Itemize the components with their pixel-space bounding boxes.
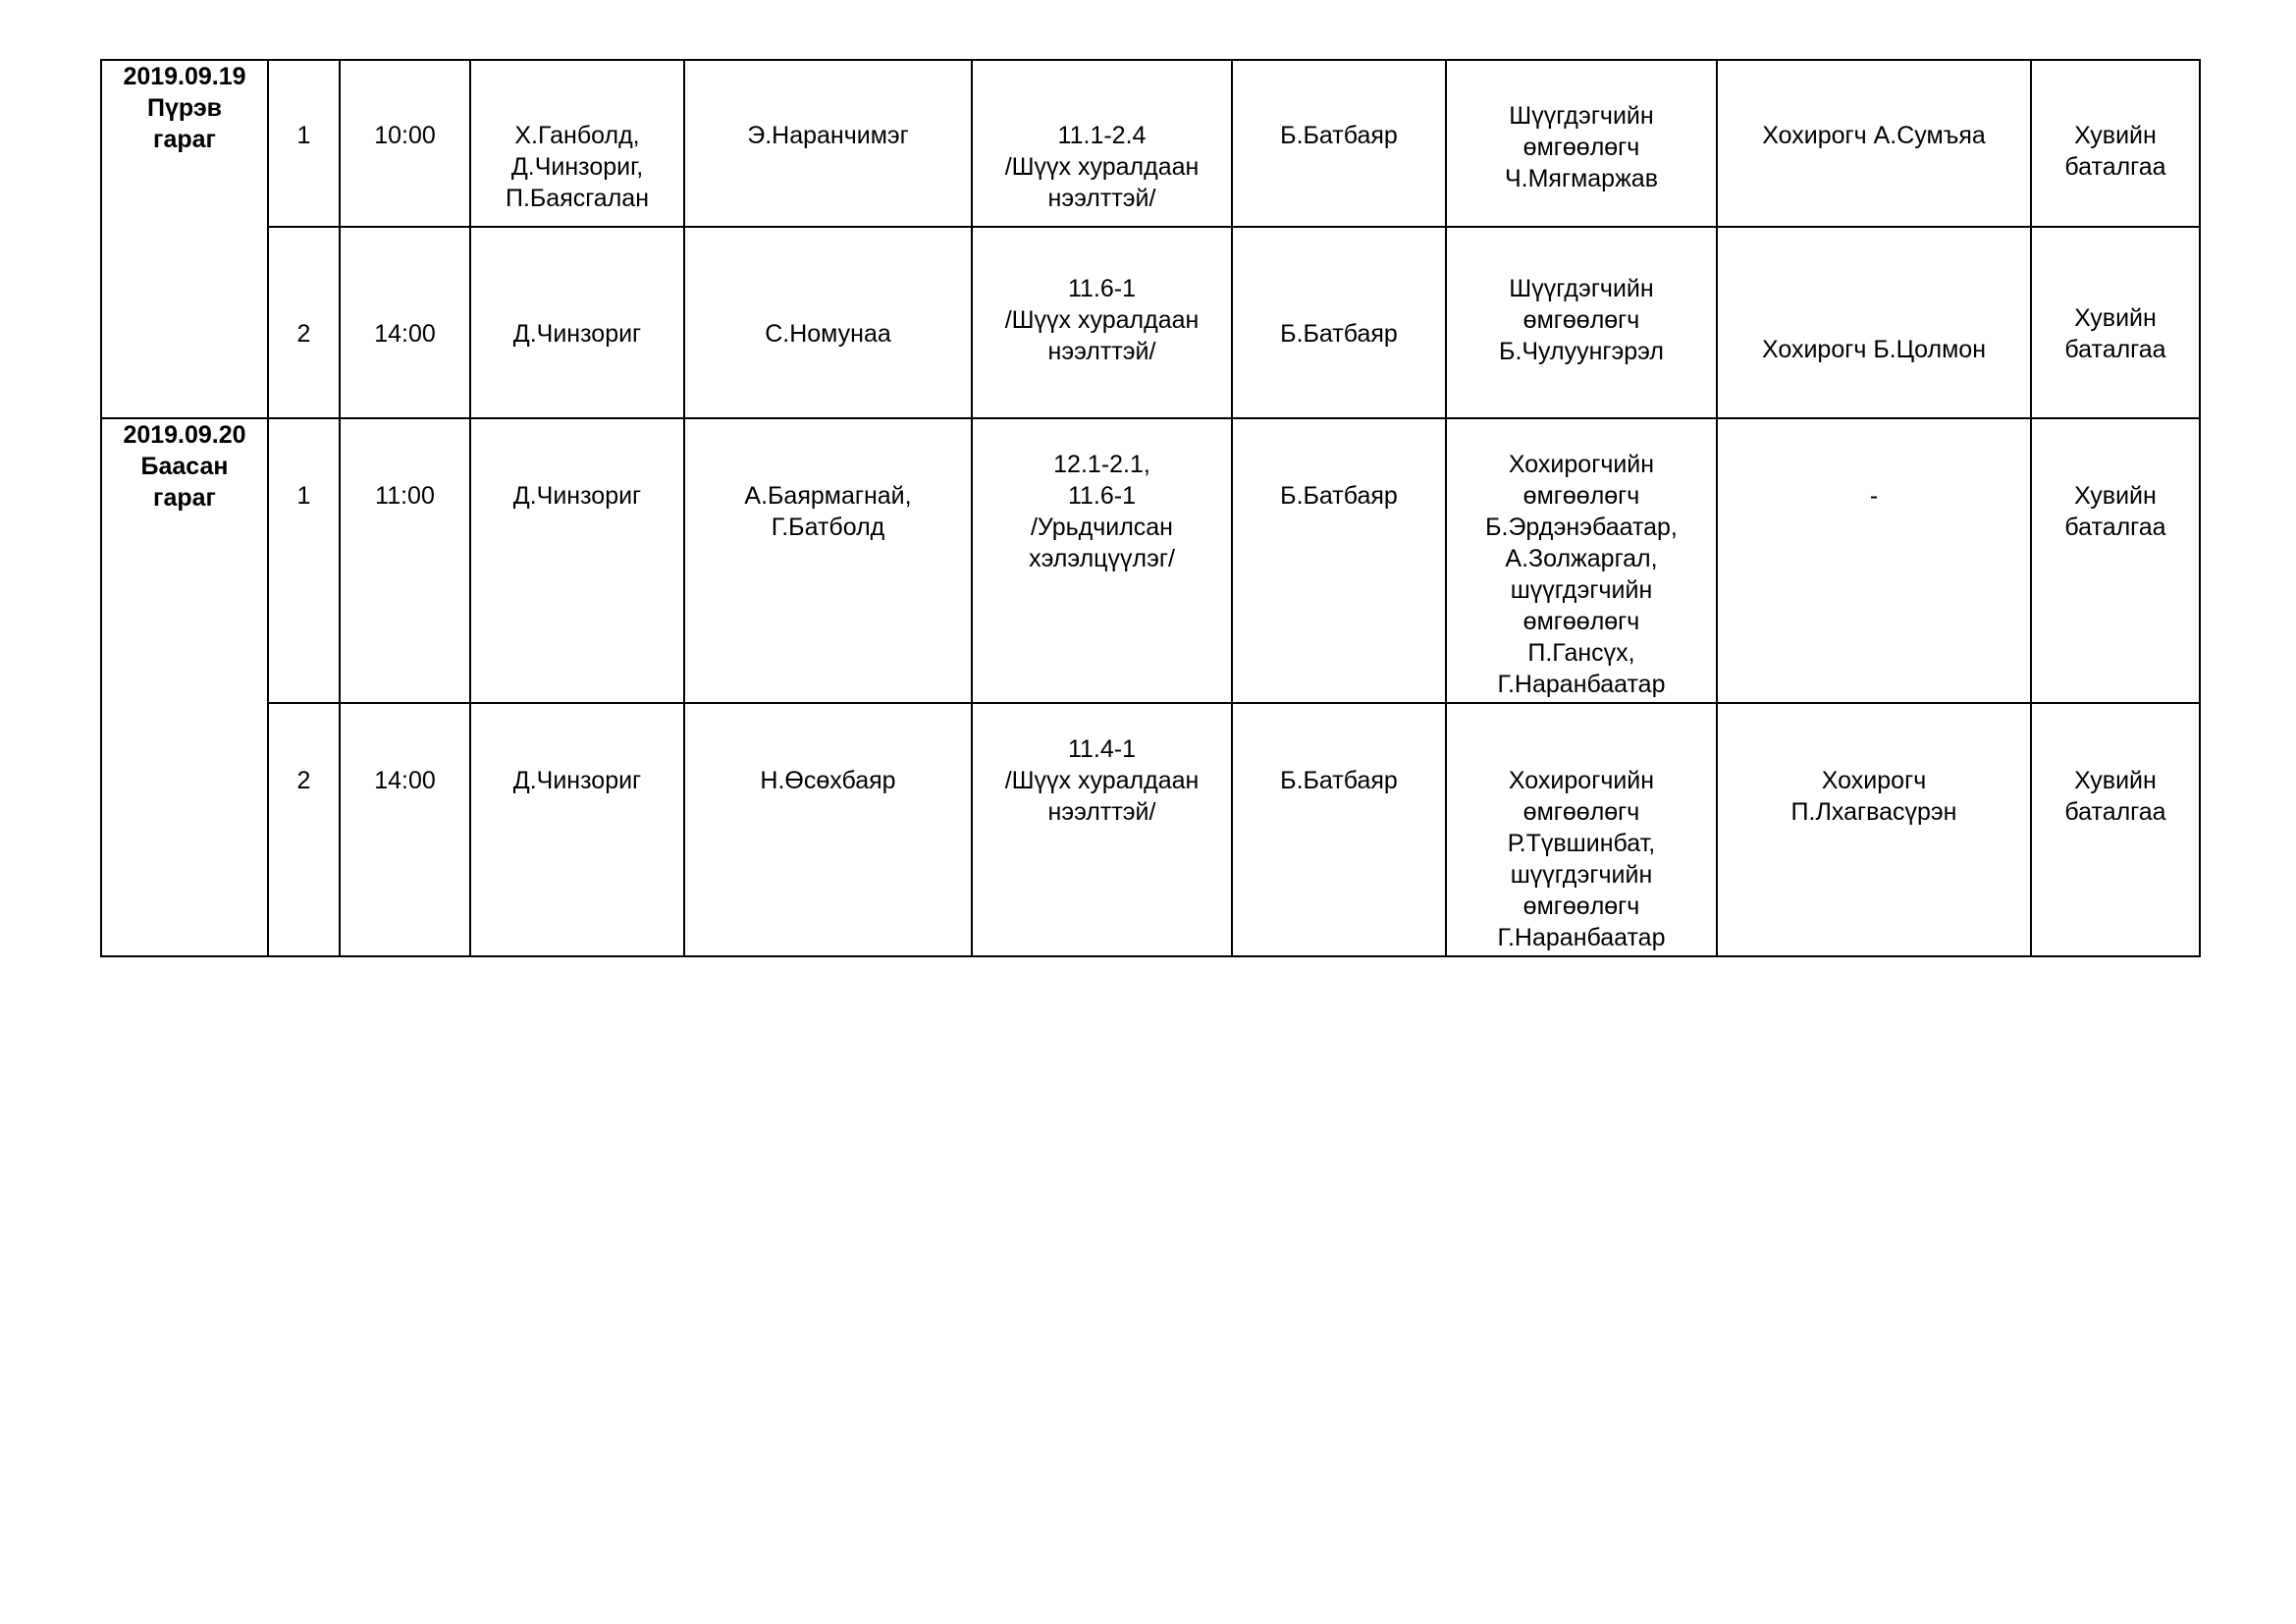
advocate: Шүүгдэгчийн өмгөөлөгч Б.Чулуунгэрэл (1446, 227, 1717, 418)
article: 11.6-1 /Шүүх хуралдаан нээлттэй/ (972, 227, 1232, 418)
preventive-measure: Хувийн баталгаа (2031, 60, 2200, 227)
hearing-time: 14:00 (340, 227, 470, 418)
court-schedule-table (100, 59, 2201, 957)
weekday-label: Баасан гараг (140, 453, 229, 512)
article: 11.4-1 /Шүүх хуралдаан нээлттэй/ (972, 703, 1232, 956)
date-cell (101, 418, 268, 956)
judges: Д.Чинзориг (470, 418, 684, 703)
secretary: Б.Батбаяр (1232, 418, 1446, 703)
victim: - (1717, 418, 2031, 703)
judges: Д.Чинзориг (470, 703, 684, 956)
judges: Х.Ганболд, Д.Чинзориг, П.Баясгалан (470, 60, 684, 227)
hearing-time: 11:00 (340, 418, 470, 703)
row-number: 1 (268, 60, 340, 227)
date-label: 2019.09.20 (123, 421, 246, 449)
table-row (101, 703, 2200, 956)
preventive-measure: Хувийн баталгаа (2031, 703, 2200, 956)
hearing-time: 10:00 (340, 60, 470, 227)
secretary: Б.Батбаяр (1232, 703, 1446, 956)
advocate: Хохирогчийн өмгөөлөгч Р.Түвшинбат, шүүгдэгчийн өмгөөлөгч Г.Наранбаатар (1446, 703, 1717, 956)
victim: Хохирогч П.Лхагвасүрэн (1717, 703, 2031, 956)
hearing-time: 14:00 (340, 703, 470, 956)
judges: Д.Чинзориг (470, 227, 684, 418)
row-number: 2 (268, 227, 340, 418)
article: 12.1-2.1, 11.6-1 /Урьдчилсан хэлэлцүүлэг/ (972, 418, 1232, 703)
defendant: С.Номунаа (684, 227, 972, 418)
advocate: Хохирогчийн өмгөөлөгч Б.Эрдэнэбаатар, А.Золжаргал, шүүгдэгчийн өмгөөлөгч П.Гансүх, Г.Наранбаатар (1446, 418, 1717, 703)
secretary: Б.Батбаяр (1232, 60, 1446, 227)
table-row (101, 418, 2200, 703)
secretary: Б.Батбаяр (1232, 227, 1446, 418)
advocate: Шүүгдэгчийн өмгөөлөгч Ч.Мягмаржав (1446, 60, 1717, 227)
defendant: Н.Өсөхбаяр (684, 703, 972, 956)
preventive-measure: Хувийн баталгаа (2031, 227, 2200, 418)
row-number: 1 (268, 418, 340, 703)
row-number: 2 (268, 703, 340, 956)
table-row (101, 227, 2200, 418)
victim: Хохирогч Б.Цолмон (1717, 227, 2031, 418)
preventive-measure: Хувийн баталгаа (2031, 418, 2200, 703)
date-cell (101, 60, 268, 418)
defendant: А.Баярмагнай, Г.Батболд (684, 418, 972, 703)
article: 11.1-2.4 /Шүүх хуралдаан нээлттэй/ (972, 60, 1232, 227)
weekday-label: Пүрэв гараг (147, 94, 222, 153)
victim: Хохирогч А.Сумъяа (1717, 60, 2031, 227)
defendant: Э.Наранчимэг (684, 60, 972, 227)
table-row (101, 60, 2200, 227)
date-label: 2019.09.19 (123, 63, 246, 90)
